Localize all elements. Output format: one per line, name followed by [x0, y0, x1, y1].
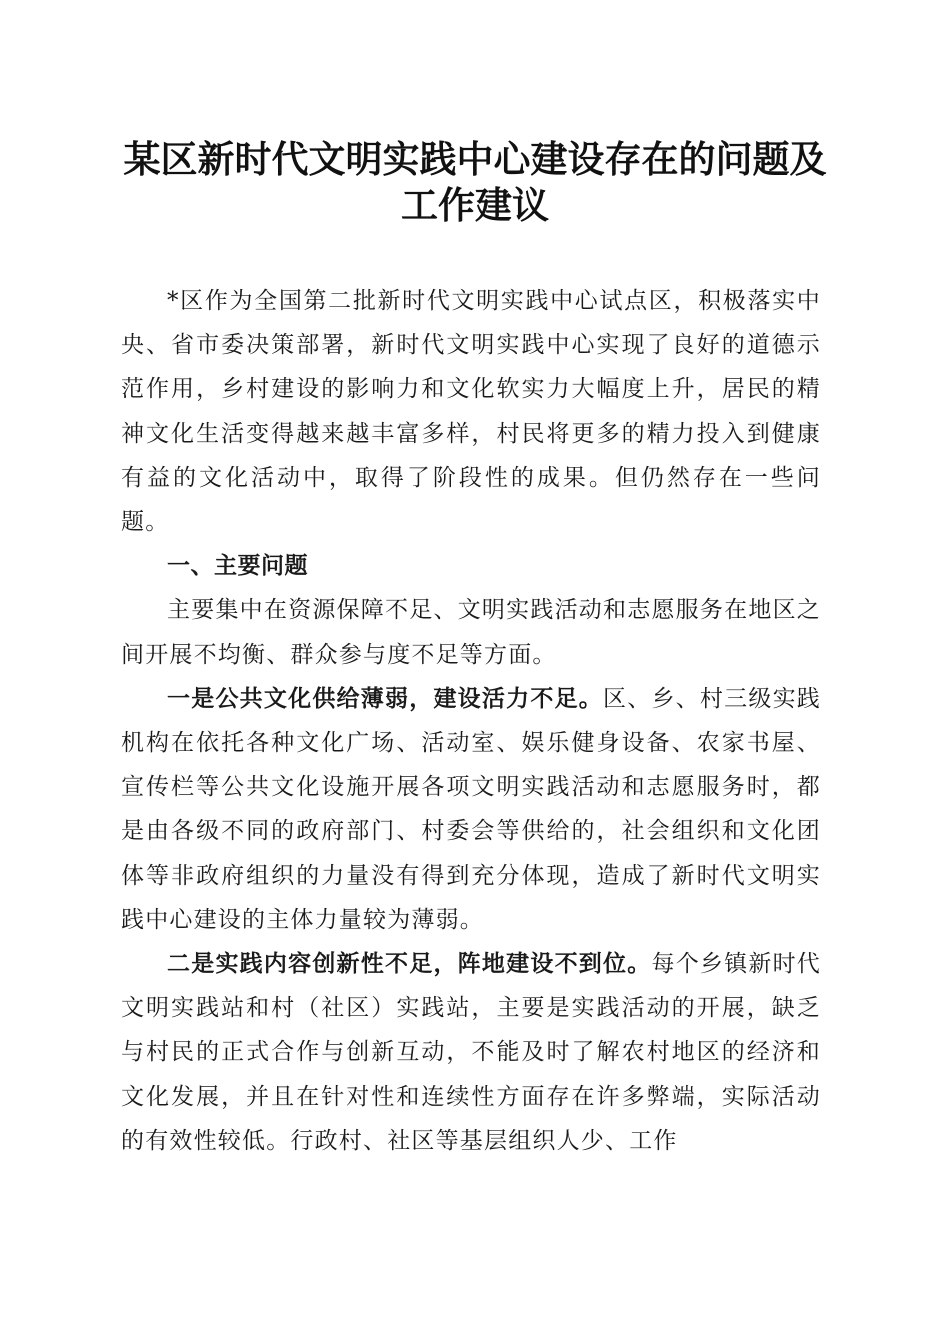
issue-two-paragraph — [121, 942, 821, 1163]
issue-one-lead: 一是公共文化供给薄弱，建设活力不足。 — [167, 684, 604, 712]
issue-one-text: 区、乡、村三级实践机构在依托各种文化广场、活动室、娱乐健身设备、农家书屋、宣传栏等公共文化设施开展各项文明实践活动和志愿服务时，都是由各级不同的政府部门、村委会等供给的，社会组织和文化团体等非政府组织的力量没有得到充分体现，造成了新时代文明实践中心建设的主体力量较为薄弱。 — [121, 685, 821, 933]
document-title: 某区新时代文明实践中心建设存在的问题及工作建议 — [123, 137, 827, 227]
intro-paragraph: *区作为全国第二批新时代文明实践中心试点区，积极落实中央、省市委决策部署，新时代文明实践中心实现了良好的道德示范作用，乡村建设的影响力和文化软实力大幅度上升，居民的精神文化生活变得越来越丰富多样，村民将更多的精力投入到健康有益的文化活动中，取得了阶段性的成果。但仍然存在一些问题。 — [121, 288, 821, 536]
section-heading-main-problems: 一、主要问题 — [167, 553, 308, 580]
document-body — [121, 279, 821, 1163]
issue-one-paragraph — [121, 677, 821, 942]
issue-two-text: 每个乡镇新时代文明实践站和村（社区）实践站，主要是实践活动的开展，缺乏与村民的正式合作与创新互动，不能及时了解农村地区的经济和文化发展，并且在针对性和连续性方面存在许多弊端，实际活动的有效性较低。行政村、社区等基层组织人少、工作 — [121, 951, 822, 1154]
section-summary-paragraph: 主要集中在资源保障不足、文明实践活动和志愿服务在地区之间开展不均衡、群众参与度不足等方面。 — [121, 597, 821, 668]
issue-two-lead: 二是实践内容创新性不足，阵地建设不到位。 — [167, 950, 652, 978]
